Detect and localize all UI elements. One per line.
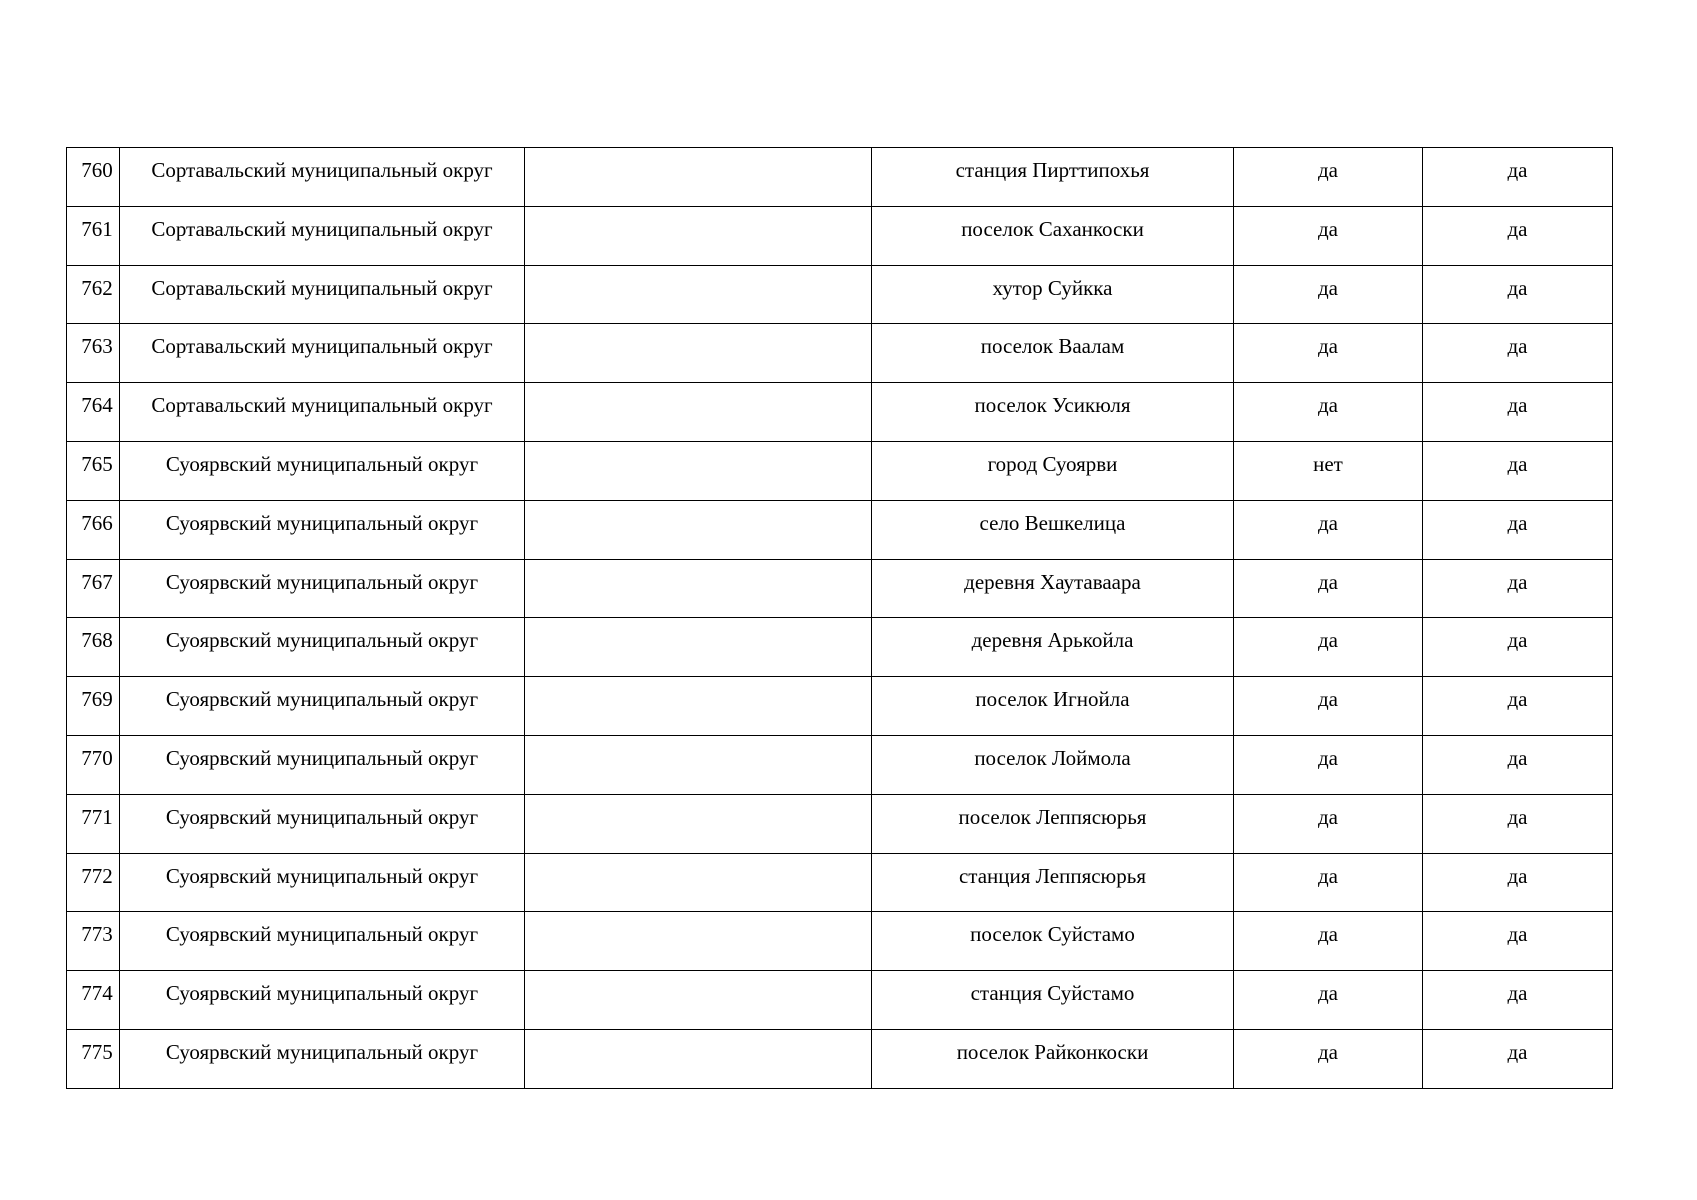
flag-two-cell [1423,500,1613,559]
district-cell [120,618,525,677]
flag-one-cell [1234,265,1423,324]
district-cell [120,735,525,794]
row-number-cell [67,794,120,853]
flag-one-cell-text: да [1317,158,1338,182]
district-cell [120,912,525,971]
table-row [67,618,1613,677]
district-cell [120,324,525,383]
flag-two-cell-text: да [1507,334,1528,359]
flag-two-cell [1423,677,1613,736]
settlement-cell [872,206,1234,265]
table-row [67,971,1613,1030]
row-number-cell [67,148,120,207]
empty-cell [525,794,872,853]
flag-two-cell-text: да [1507,158,1528,182]
flag-one-cell-text: да [1317,510,1338,535]
flag-one-cell-text: да [1317,334,1338,359]
settlement-cell-text: поселок Райконкоски [956,1039,1149,1064]
empty-cell [525,500,872,559]
district-cell-text: Суоярвский муниципальный округ [165,745,479,770]
empty-cell-text [525,148,871,159]
settlement-cell-text: поселок Саханкоски [961,216,1144,241]
flag-two-cell [1423,971,1613,1030]
settlement-cell-text: станция Пирттипохья [955,158,1150,182]
table-row [67,912,1613,971]
settlement-cell-text: хутор Суйкка [992,275,1113,300]
district-cell-text: Суоярвский муниципальный округ [165,569,479,594]
flag-two-cell [1423,618,1613,677]
row-number-cell-text: 763 [81,334,113,359]
flag-two-cell [1423,148,1613,207]
row-number-cell [67,559,120,618]
empty-cell-text [525,854,871,865]
district-cell-text: Суоярвский муниципальный округ [165,510,479,535]
row-number-cell [67,206,120,265]
empty-cell-text [525,560,871,571]
district-cell [120,853,525,912]
settlements-table [66,147,1613,1089]
table-row [67,794,1613,853]
row-number-cell [67,324,120,383]
district-cell-text: Сортавальский муниципальный округ [151,158,493,182]
settlement-cell-text: поселок Ваалам [980,334,1125,359]
empty-cell [525,206,872,265]
district-cell [120,265,525,324]
row-number-cell-text: 775 [81,1039,113,1064]
settlement-cell-text: поселок Усикюля [974,393,1131,418]
row-number-cell-text: 760 [81,158,113,182]
flag-two-cell-text: да [1507,628,1528,653]
empty-cell [525,1029,872,1088]
empty-cell [525,383,872,442]
flag-two-cell [1423,1029,1613,1088]
empty-cell-text [525,1030,871,1041]
district-cell-text: Сортавальский муниципальный округ [151,393,493,418]
table-row [67,148,1613,207]
settlement-cell-text: поселок Игнойла [975,687,1130,712]
flag-one-cell-text: да [1317,804,1338,829]
row-number-cell-text: 767 [81,569,113,594]
district-cell [120,206,525,265]
flag-one-cell [1234,618,1423,677]
empty-cell-text [525,971,871,982]
empty-cell-text [525,324,871,335]
district-cell-text: Суоярвский муниципальный округ [165,922,479,947]
table-row [67,383,1613,442]
settlement-cell [872,383,1234,442]
settlement-cell [872,618,1234,677]
flag-one-cell-text: да [1317,275,1338,300]
flag-two-cell-text: да [1507,216,1528,241]
settlement-cell-text: поселок Леппясюрья [958,804,1147,829]
flag-one-cell [1234,971,1423,1030]
district-cell-text: Суоярвский муниципальный округ [165,981,479,1006]
flag-one-cell [1234,677,1423,736]
settlement-cell [872,971,1234,1030]
flag-one-cell-text: да [1317,1039,1338,1064]
empty-cell [525,324,872,383]
row-number-cell-text: 768 [81,628,113,653]
row-number-cell [67,441,120,500]
empty-cell-text [525,442,871,453]
empty-cell-text [525,383,871,394]
empty-cell-text [525,266,871,277]
flag-one-cell [1234,735,1423,794]
district-cell-text: Сортавальский муниципальный округ [151,275,493,300]
settlement-cell [872,677,1234,736]
settlement-cell-text: станция Суйстамо [970,981,1135,1006]
settlement-cell [872,441,1234,500]
table-row [67,1029,1613,1088]
empty-cell-text [525,618,871,629]
district-cell [120,383,525,442]
flag-one-cell-text: да [1317,863,1338,888]
flag-one-cell [1234,324,1423,383]
flag-one-cell [1234,1029,1423,1088]
row-number-cell [67,971,120,1030]
settlement-cell [872,500,1234,559]
district-cell [120,441,525,500]
empty-cell [525,618,872,677]
row-number-cell-text: 761 [81,216,113,241]
empty-cell [525,853,872,912]
flag-one-cell-text: да [1317,628,1338,653]
flag-two-cell [1423,265,1613,324]
settlement-cell [872,912,1234,971]
flag-two-cell-text: да [1507,922,1528,947]
settlement-cell [872,265,1234,324]
flag-two-cell-text: да [1507,804,1528,829]
settlement-cell-text: поселок Суйстамо [970,922,1135,947]
flag-two-cell [1423,735,1613,794]
empty-cell [525,559,872,618]
district-cell [120,794,525,853]
flag-one-cell [1234,853,1423,912]
district-cell [120,1029,525,1088]
table-body [67,148,1613,1089]
row-number-cell-text: 765 [81,451,113,476]
flag-two-cell-text: да [1507,981,1528,1006]
flag-one-cell [1234,148,1423,207]
district-cell [120,500,525,559]
district-cell-text: Суоярвский муниципальный округ [165,863,479,888]
settlement-cell [872,853,1234,912]
flag-one-cell-text: да [1317,393,1338,418]
settlement-cell [872,148,1234,207]
table-row [67,677,1613,736]
empty-cell-text [525,677,871,688]
flag-two-cell [1423,912,1613,971]
settlement-cell [872,794,1234,853]
flag-one-cell [1234,441,1423,500]
flag-two-cell-text: да [1507,863,1528,888]
table-row [67,206,1613,265]
row-number-cell [67,500,120,559]
flag-two-cell [1423,794,1613,853]
flag-two-cell-text: да [1507,1039,1528,1064]
row-number-cell [67,265,120,324]
settlement-cell [872,559,1234,618]
flag-one-cell [1234,383,1423,442]
row-number-cell [67,618,120,677]
row-number-cell-text: 771 [81,804,113,829]
settlement-cell [872,324,1234,383]
district-cell [120,971,525,1030]
row-number-cell-text: 769 [81,687,113,712]
flag-two-cell-text: да [1507,510,1528,535]
row-number-cell-text: 772 [81,863,113,888]
row-number-cell [67,383,120,442]
flag-two-cell [1423,383,1613,442]
row-number-cell-text: 774 [81,981,113,1006]
empty-cell-text [525,795,871,806]
row-number-cell [67,677,120,736]
flag-two-cell-text: да [1507,687,1528,712]
settlement-cell-text: деревня Хаутаваара [964,569,1141,594]
district-cell-text: Суоярвский муниципальный округ [165,451,479,476]
empty-cell-text [525,736,871,747]
flag-one-cell [1234,206,1423,265]
settlement-cell-text: город Суоярви [987,451,1118,476]
district-cell-text: Сортавальский муниципальный округ [151,216,493,241]
empty-cell [525,971,872,1030]
district-cell [120,148,525,207]
settlement-cell-text: поселок Лоймола [974,745,1131,770]
empty-cell [525,148,872,207]
settlement-cell-text: село Вешкелица [979,510,1126,535]
row-number-cell [67,853,120,912]
district-cell [120,677,525,736]
table-row [67,265,1613,324]
flag-one-cell-text: да [1317,687,1338,712]
row-number-cell-text: 766 [81,510,113,535]
flag-two-cell-text: да [1507,275,1528,300]
table-row [67,500,1613,559]
empty-cell-text [525,501,871,512]
flag-two-cell [1423,559,1613,618]
settlement-cell [872,735,1234,794]
district-cell [120,559,525,618]
row-number-cell-text: 764 [81,393,113,418]
flag-one-cell-text: да [1317,569,1338,594]
empty-cell [525,677,872,736]
table-row [67,735,1613,794]
flag-two-cell-text: да [1507,745,1528,770]
row-number-cell [67,912,120,971]
flag-two-cell-text: да [1507,569,1528,594]
empty-cell [525,735,872,794]
flag-one-cell-text: да [1317,216,1338,241]
row-number-cell-text: 762 [81,275,113,300]
district-cell-text: Сортавальский муниципальный округ [151,334,493,359]
empty-cell-text [525,912,871,923]
table-row [67,441,1613,500]
table-row [67,853,1613,912]
flag-two-cell-text: да [1507,393,1528,418]
flag-two-cell [1423,853,1613,912]
settlement-cell [872,1029,1234,1088]
row-number-cell-text: 773 [81,922,113,947]
flag-one-cell-text: нет [1313,451,1343,476]
flag-one-cell [1234,500,1423,559]
empty-cell-text [525,207,871,218]
table-row [67,324,1613,383]
district-cell-text: Суоярвский муниципальный округ [165,628,479,653]
flag-one-cell [1234,559,1423,618]
flag-two-cell [1423,206,1613,265]
row-number-cell [67,1029,120,1088]
flag-one-cell [1234,794,1423,853]
flag-two-cell [1423,324,1613,383]
district-cell-text: Суоярвский муниципальный округ [165,804,479,829]
empty-cell [525,441,872,500]
settlement-cell-text: станция Леппясюрья [958,863,1146,888]
flag-two-cell-text: да [1507,451,1528,476]
flag-two-cell [1423,441,1613,500]
flag-one-cell-text: да [1317,922,1338,947]
empty-cell [525,265,872,324]
flag-one-cell [1234,912,1423,971]
empty-cell [525,912,872,971]
row-number-cell-text: 770 [81,745,113,770]
flag-one-cell-text: да [1317,981,1338,1006]
table-row [67,559,1613,618]
district-cell-text: Суоярвский муниципальный округ [165,687,479,712]
settlement-cell-text: деревня Арькойла [971,628,1134,653]
row-number-cell [67,735,120,794]
flag-one-cell-text: да [1317,745,1338,770]
district-cell-text: Суоярвский муниципальный округ [165,1039,479,1064]
